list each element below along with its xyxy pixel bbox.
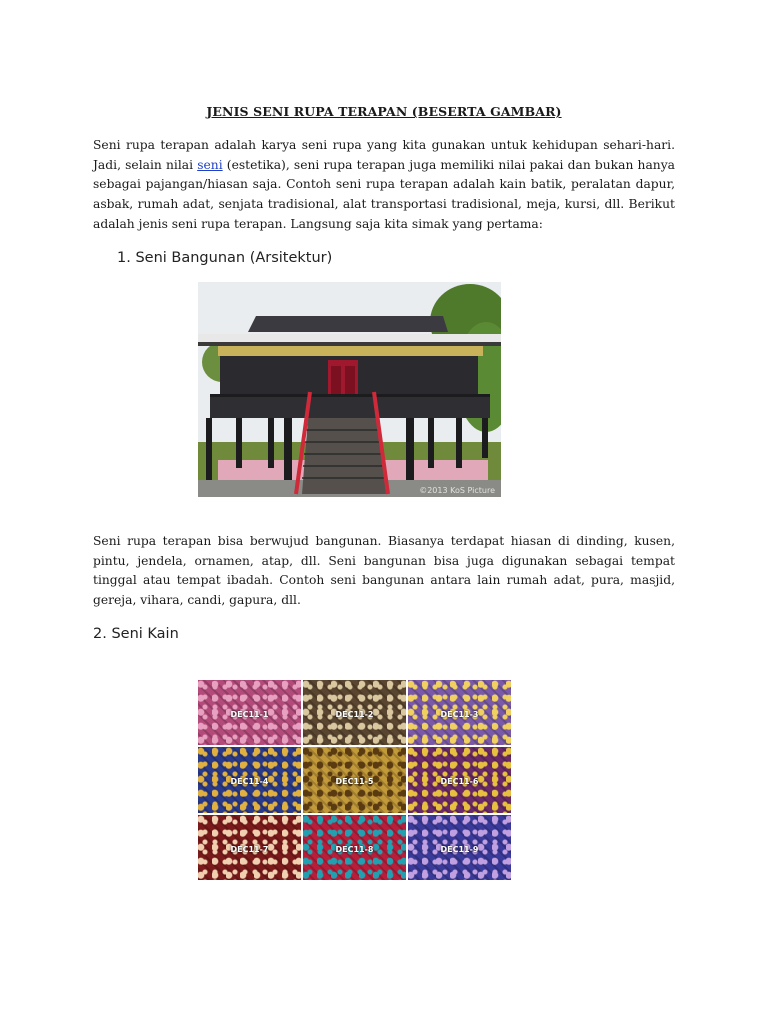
traditional-house-image xyxy=(198,282,501,497)
batik-tile xyxy=(198,747,301,812)
batik-tile xyxy=(408,815,511,880)
section-heading-seni-bangunan: 1. Seni Bangunan (Arsitektur) xyxy=(117,250,333,266)
batik-tile xyxy=(198,680,301,745)
seni-link[interactable]: seni xyxy=(197,157,223,172)
batik-tile-grid xyxy=(198,680,511,880)
intro-text-before-link: Seni rupa terapan adalah karya seni rupa yang kita gunakan untuk kehidupan sehari-hari. Jadi, selain nilai xyxy=(93,138,675,172)
batik-tile xyxy=(303,680,406,745)
image-watermark: ©2013 KoS Picture xyxy=(419,486,495,495)
batik-tile-label: DEC11-4 xyxy=(230,777,269,787)
batik-tile xyxy=(303,815,406,880)
batik-tile-label: DEC11-6 xyxy=(440,777,479,787)
batik-tile-label: DEC11-1 xyxy=(230,710,269,720)
batik-tile xyxy=(303,747,406,812)
batik-tile-label: DEC11-3 xyxy=(440,710,479,720)
section-heading-seni-kain: 2. Seni Kain xyxy=(93,626,179,642)
batik-tile-label: DEC11-8 xyxy=(335,844,374,854)
bangunan-paragraph: Seni rupa terapan bisa berwujud bangunan. Biasanya terdapat hiasan di dinding, kusen, pintu, jendela, ornamen, atap, dll. Seni bangunan bisa juga digunakan sebagai tempat tinggal atau tempat ibadah. Contoh seni bangunan antara lain rumah adat, pura, masjid, gereja, vihara, candi, gapura, dll. xyxy=(93,534,675,608)
traditional-house-illustration xyxy=(198,282,501,497)
batik-tile xyxy=(408,680,511,745)
document-title: JENIS SENI RUPA TERAPAN (BESERTA GAMBAR) xyxy=(206,104,562,119)
batik-fabric-image xyxy=(198,680,511,880)
batik-tile-label: DEC11-5 xyxy=(335,777,374,787)
batik-tile-label: DEC11-7 xyxy=(230,844,269,854)
batik-tile-label: DEC11-9 xyxy=(440,844,479,854)
intro-text-after-link: (estetika), seni rupa terapan juga memiliki nilai pakai dan bukan hanya sebagai pajangan/hiasan saja. Contoh seni rupa terapan adalah kain batik, peralatan dapur, asbak, rumah adat, senjata tradisional, alat transportasi tradisional, meja, kursi, dll. Berikut adalah jenis seni rupa terapan. Langsung saja kita simak yang pertama: xyxy=(93,157,675,231)
intro-paragraph xyxy=(93,136,675,235)
batik-tile-label: DEC11-2 xyxy=(335,710,374,720)
batik-tile xyxy=(408,747,511,812)
batik-tile xyxy=(198,815,301,880)
